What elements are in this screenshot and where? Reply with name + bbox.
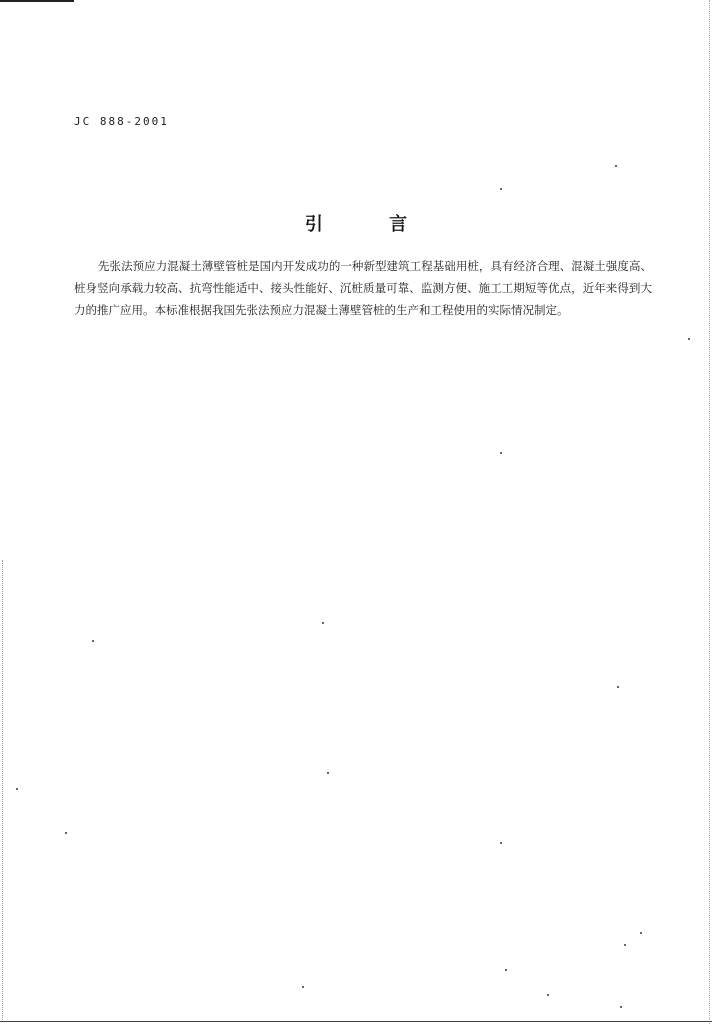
scan-speck: [322, 622, 324, 624]
scan-speck: [688, 338, 690, 340]
scan-speck: [65, 832, 67, 834]
scan-speck: [500, 188, 502, 190]
document-code: JC 888-2001: [74, 115, 169, 128]
scan-artifact-left-edge: [2, 560, 3, 1020]
scan-speck: [624, 944, 626, 946]
scan-speck: [500, 452, 502, 454]
scan-speck: [16, 788, 18, 790]
scan-speck: [547, 994, 549, 996]
scan-speck: [92, 640, 94, 642]
scan-artifact-top-bar: [0, 0, 74, 2]
scan-speck: [302, 986, 304, 988]
scan-speck: [327, 772, 329, 774]
scan-speck: [615, 165, 617, 167]
scan-artifact-bottom-bar: [0, 1021, 712, 1022]
scan-speck: [617, 686, 619, 688]
scan-speck: [505, 969, 507, 971]
scan-artifact-right-edge: [709, 0, 710, 1024]
scan-speck: [500, 842, 502, 844]
scan-speck: [620, 1006, 622, 1008]
section-title: 引 言: [304, 214, 438, 235]
introduction-paragraph: 先张法预应力混凝土薄壁管桩是国内开发成功的一种新型建筑工程基础用桩，具有经济合理、混凝土强度高、桩身竖向承载力较高、抗弯性能适中、接头性能好、沉桩质量可靠、监测方便、施工工期短等优点，近年来得到大力的推广应用。本标准根据我国先张法预应力混凝土薄壁管桩的生产和工程使用的实际情况制定。: [74, 259, 652, 317]
scan-speck: [640, 932, 642, 934]
